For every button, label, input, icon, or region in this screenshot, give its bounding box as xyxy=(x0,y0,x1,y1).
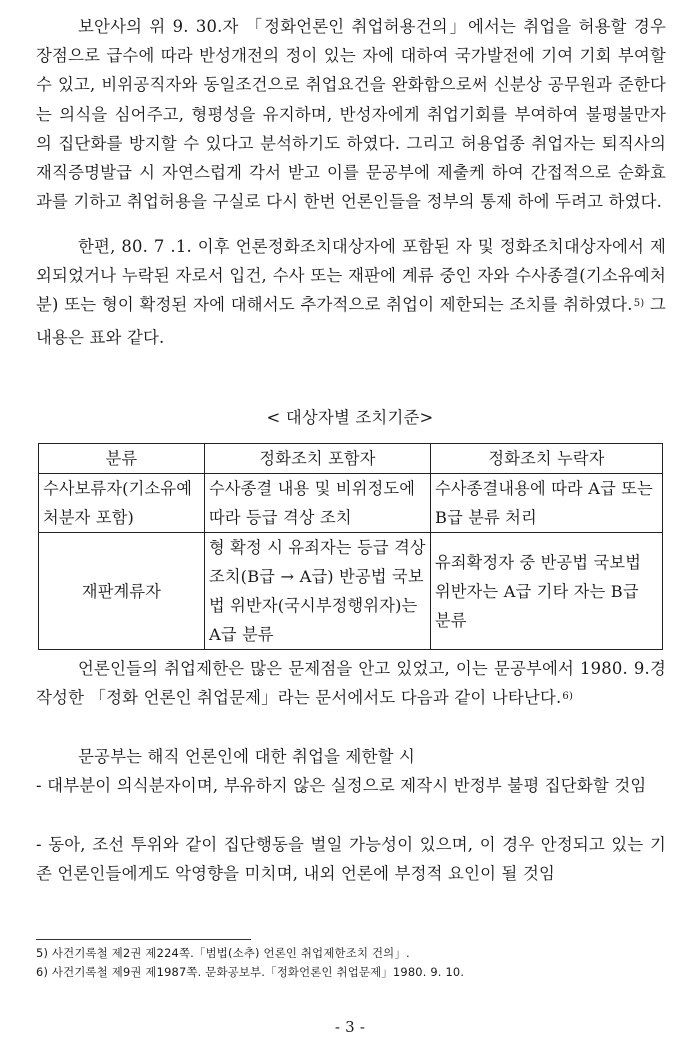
paragraph-2-tail: 그 내용은 표와 같다. xyxy=(36,295,666,347)
paragraph-3 xyxy=(36,654,666,715)
paragraph-2-text: 한편, 80. 7 .1. 이후 언론정화조치대상자에 포함된 자 및 정화조치대상자에서 제외되었거나 누락된 자로서 입건, 수사 또는 재판에 계류 중인 자와 수사종결(기소유예처분) 또는 형이 확정된 자에 대해서도 추가적으로 취업이 제한되는 조치를 취하였다. xyxy=(36,237,666,315)
table-cell: 수사종결내용에 따라 A급 또는 B급 분류 처리 xyxy=(431,474,663,533)
table-header-row xyxy=(39,444,663,474)
footnote-divider xyxy=(36,939,251,940)
table-cell: 형 확정 시 유죄자는 등급 격상 조치(B급 → A급) 반공법 국보법 위반자(국시부정행위자)는 A급 분류 xyxy=(205,533,431,650)
footnote-ref-5: 5) xyxy=(633,298,645,310)
table-cell: 유죄확정자 중 반공법 국보법 위반자는 A급 기타 자는 B급 분류 xyxy=(431,533,663,650)
criteria-table xyxy=(38,443,663,650)
paragraph-1: 보안사의 위 9. 30.자 「정화언론인 취업허용건의」에서는 취업을 허용할 경우 장점으로 급수에 따라 반성개전의 정이 있는 자에 대하여 국가발전에 기여 기회 부여할 수 있고, 비위공직자와 동일조건으로 취업요건을 완화함으로써 신분상 공무원과 준한다는 의식을 심어주고, 형평성을 유지하며, 반성자에게 취업기회를 부여하여 불평불만자의 집단화를 방지할 수 있다고 분석하기도 하였다. 그리고 허용업종 취업자는 퇴직사의 재직증명발급 시 자연스럽게 각서 받고 이를 문공부에 제출케 하여 간접적으로 순화효과를 기하고 취업허용을 구실로 다시 한번 언론인들을 정부의 통제 하에 두려고 하였다. xyxy=(36,17,666,212)
footnote-6: 6) 사건기록철 제9권 제1987쪽. 문화공보부.「정화언론인 취업문제」1980. 9. 10. xyxy=(36,965,465,979)
paragraph-4: 문공부는 해직 언론인에 대한 취업을 제한할 시 xyxy=(78,747,416,766)
table-cell: 수사종결 내용 및 비위정도에 따라 등급 격상 조치 xyxy=(205,474,431,533)
table-row xyxy=(39,474,663,533)
footnote-ref-6: 6) xyxy=(562,691,574,703)
header-category: 분류 xyxy=(39,444,205,474)
paragraph-3-text: 언론인들의 취업제한은 많은 문제점을 안고 있었고, 이는 문공부에서 1980. 9.경 작성한 「정화 언론인 취업문제」라는 문서에서도 다음과 같이 나타난다. xyxy=(36,659,666,708)
footnote-5: 5) 사건기록철 제2권 제224쪽.「범법(소추) 언론인 취업제한조치 건의」. xyxy=(36,946,410,960)
paragraph-2 xyxy=(36,232,666,352)
header-included: 정화조치 포함자 xyxy=(205,444,431,474)
bullet-item-1: - 대부분이 의식분자이며, 부유하지 않은 실정으로 제작시 반정부 불평 집단화할 것임 xyxy=(36,776,647,795)
table-cell: 수사보류자(기소유예 처분자 포함) xyxy=(39,474,205,533)
page-number: - 3 - xyxy=(334,1018,366,1036)
header-omitted: 정화조치 누락자 xyxy=(431,444,663,474)
table-title: < 대상자별 조치기준> xyxy=(266,408,434,427)
bullet-item-2: - 동아, 조선 투위와 같이 집단행동을 벌일 가능성이 있으며, 이 경우 안정되고 있는 기존 언론인들에게도 악영향을 미치며, 내외 언론에 부정적 요인이 될 것임 xyxy=(36,835,666,884)
table-row xyxy=(39,533,663,650)
footnotes xyxy=(36,944,666,982)
table-cell: 재판계류자 xyxy=(39,533,205,650)
